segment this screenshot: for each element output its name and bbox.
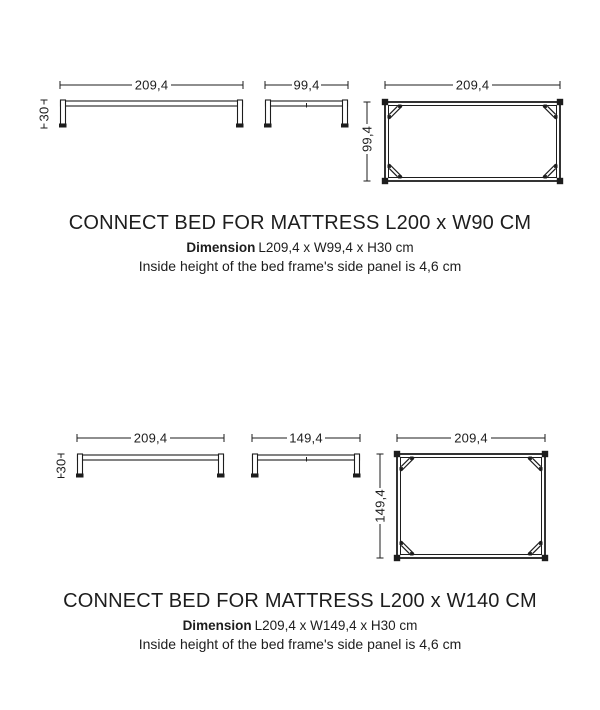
leg-foot xyxy=(264,124,272,128)
corner-leg xyxy=(382,178,388,184)
corner-leg xyxy=(557,178,563,184)
leg-foot xyxy=(353,474,361,478)
dimension-value: L209,4 x W149,4 x H30 cm xyxy=(254,618,418,633)
leg xyxy=(343,100,348,124)
side-length-label: 209,4 xyxy=(134,77,169,93)
bed-frame-top xyxy=(394,451,548,561)
width-dimension xyxy=(373,454,388,558)
leg xyxy=(355,454,360,474)
dimension-label: Dimension xyxy=(186,240,256,255)
outer-frame xyxy=(397,454,545,558)
side-rail xyxy=(78,455,224,460)
leg xyxy=(78,454,83,474)
end-elevation-view xyxy=(264,78,349,128)
top-width-label: 99,4 xyxy=(359,125,375,153)
leg-foot xyxy=(76,474,84,478)
end-width-label: 99,4 xyxy=(293,77,320,93)
bed-frame-end xyxy=(251,454,361,478)
leg-foot xyxy=(217,474,225,478)
corner-leg xyxy=(382,99,388,105)
corner-leg xyxy=(394,555,400,561)
leg-foot xyxy=(236,124,244,128)
width-dimension xyxy=(360,102,375,181)
leg xyxy=(253,454,258,474)
corner-leg xyxy=(557,99,563,105)
section-caption xyxy=(0,590,600,653)
section-title: CONNECT BED FOR MATTRESS L200 x W90 CM xyxy=(68,212,532,234)
width-dimension xyxy=(265,78,348,93)
height-dimension xyxy=(54,454,69,478)
dimension-value: L209,4 x W99,4 x H30 cm xyxy=(258,240,414,255)
top-width-label: 149,4 xyxy=(372,489,388,523)
section-note: Inside height of the bed frame's side panel is 4,6 cm xyxy=(138,258,462,274)
side-height-label: 30 xyxy=(36,106,52,122)
side-elevation-view xyxy=(37,78,244,129)
inner-frame xyxy=(389,106,557,178)
width-dimension xyxy=(252,431,360,446)
drawing-bed-l200-w140 xyxy=(40,425,570,570)
leg xyxy=(219,454,224,474)
leg-foot xyxy=(251,474,259,478)
side-length-label: 209,4 xyxy=(133,430,168,446)
top-length-label: 209,4 xyxy=(455,77,490,93)
outer-frame xyxy=(385,102,560,181)
bed-frame-side xyxy=(76,454,225,478)
leg xyxy=(238,100,243,124)
section-dimension-line xyxy=(0,617,600,634)
corner-leg xyxy=(542,555,548,561)
top-plan-view xyxy=(360,78,564,185)
side-elevation-view xyxy=(54,431,225,478)
inner-frame xyxy=(401,458,542,555)
side-height-label: 30 xyxy=(53,458,69,474)
leg xyxy=(266,100,271,124)
leg-foot xyxy=(59,124,67,128)
height-dimension xyxy=(37,100,52,128)
end-elevation-view xyxy=(251,431,361,478)
length-dimension xyxy=(397,431,545,446)
leg-foot xyxy=(341,124,349,128)
top-plan-view xyxy=(373,431,549,562)
drawing-bed-l200-w90 xyxy=(30,58,575,198)
dimension-label: Dimension xyxy=(182,618,252,633)
corner-leg xyxy=(542,451,548,457)
corner-leg xyxy=(394,451,400,457)
leg xyxy=(61,100,66,124)
end-width-label: 149,4 xyxy=(289,430,323,446)
bed-frame-top xyxy=(382,99,563,184)
section-caption xyxy=(0,212,600,275)
bed-frame-end xyxy=(264,100,349,128)
section-title: CONNECT BED FOR MATTRESS L200 x W140 CM xyxy=(63,590,537,612)
bed-frame-side xyxy=(59,100,244,128)
top-length-label: 209,4 xyxy=(454,430,488,446)
length-dimension xyxy=(60,78,243,93)
side-rail xyxy=(61,101,243,106)
length-dimension xyxy=(77,431,224,446)
length-dimension xyxy=(385,78,560,93)
section-dimension-line xyxy=(0,239,600,256)
section-note: Inside height of the bed frame's side panel is 4,6 cm xyxy=(138,636,462,652)
